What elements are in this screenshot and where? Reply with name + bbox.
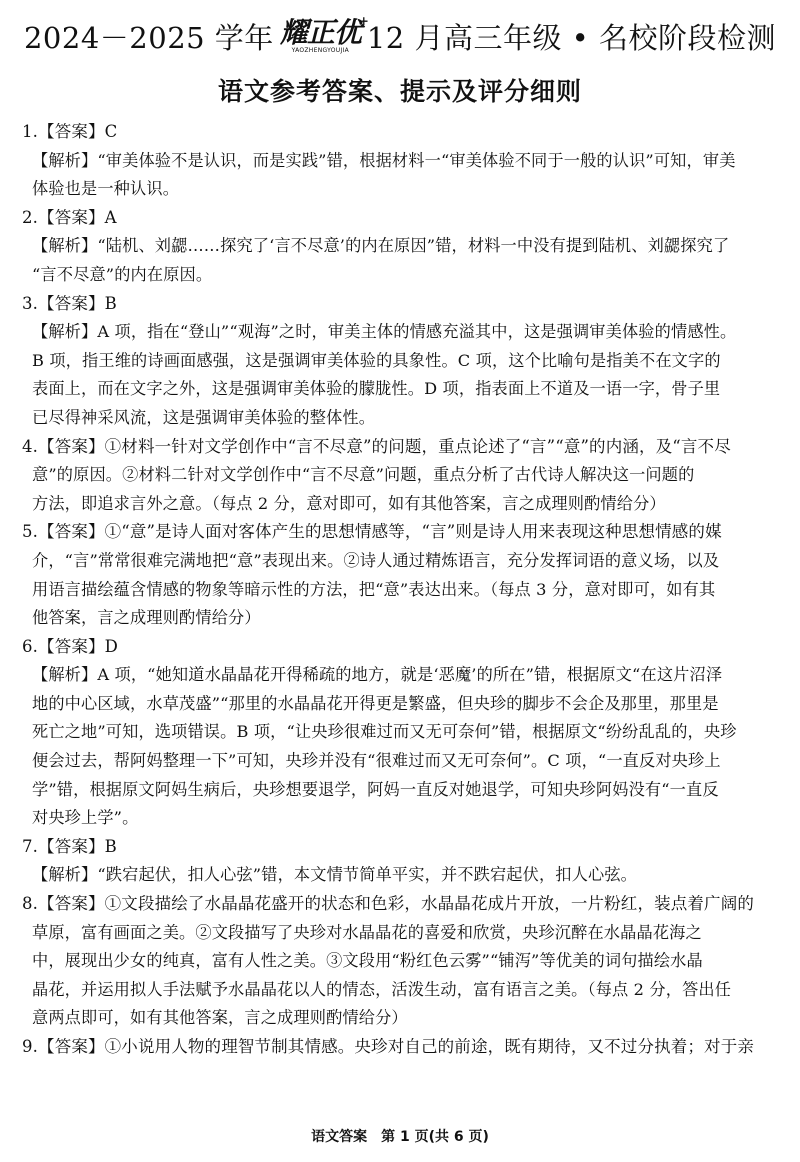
page-footer: 语文答案 第 1 页(共 6 页): [311, 1129, 489, 1145]
answer-item-5: [22, 518, 786, 632]
explanation-line: 介，“言”常常很难完满地把“意”表现出来。②诗人通过精炼语言，充分发挥词语的意义场，以及: [32, 550, 720, 570]
explanation-line: 死亡之地”可知，选项错误。B 项，“让央珍很难过而又无可奈何”错，根据原文“纷纷乱乱的，央珍: [32, 722, 737, 742]
explanation-line: 晶花，并运用拟人手法赋予水晶晶花以人的情态，活泼生动，富有语言之美。（每点 2 分，答出任: [32, 979, 732, 999]
explanation-line: 意两点即可，如有其他答案，言之成理则酌情给分）: [32, 1008, 408, 1028]
explanation-line: 中，展现出少女的纯真，富有人性之美。③文段用“粉红色云雾”“铺泻”等优美的词句描绘水晶: [32, 951, 703, 971]
answer-key: 7.【答案】B: [22, 836, 117, 856]
answer-key: 2.【答案】A: [22, 207, 117, 227]
header-exam-name: 12 月高三年级 • 名校阶段检测: [366, 20, 776, 55]
answer-item-8: [22, 890, 786, 1033]
explanation-line: 意”的原因。②材料二针对文学创作中“言不尽意”问题，重点分析了古代诗人解决这一问题的: [32, 465, 695, 485]
answer-item-2: [22, 204, 786, 290]
answer-key: 4.【答案】①材料一针对文学创作中“言不尽意”的问题，重点论述了“言”“意”的内涵，及“言不尽: [22, 436, 731, 456]
answer-key: 3.【答案】B: [22, 293, 117, 313]
answer-key: 9.【答案】①小说用人物的理智节制其情感。央珍对自己的前途，既有期待，又不过分执着；对于亲: [22, 1037, 754, 1056]
brand-logo-plus: +: [358, 13, 369, 28]
answer-list: [22, 118, 786, 1062]
answer-item-4: [22, 433, 786, 519]
explanation-line: B 项，指王维的诗画面感强，这是强调审美体验的具象性。C 项，这个比喻句是指美不在文字的: [32, 350, 721, 370]
answer-key: 8.【答案】①文段描绘了水晶晶花盛开的状态和色彩，水晶晶花成片开放，一片粉红，装点着广阔的: [22, 894, 754, 914]
answer-key: 1.【答案】C: [22, 122, 118, 141]
brand-logo: [279, 13, 369, 54]
answer-item-1: [22, 118, 786, 204]
explanation-line: 用语言描绘蕴含情感的物象等暗示性的方法，把“意”表达出来。（每点 3 分，意对即可，如有其: [32, 579, 716, 599]
answer-key: 6.【答案】D: [22, 636, 119, 656]
brand-logo-text: 耀正优: [279, 15, 361, 49]
explanation-line: 地的中心区域，水草茂盛”“那里的水晶晶花开得更是繁盛，但央珍的脚步不会企及那里，那里是: [32, 693, 719, 713]
explanation-line: 他答案，言之成理则酌情给分）: [32, 608, 261, 628]
header-year: 2024－2025 学年: [23, 20, 274, 55]
exam-header: [0, 14, 800, 58]
explanation-line: 【解析】“跌宕起伏，扣人心弦”错，本文情节简单平实，并不跌宕起伏，扣人心弦。: [32, 865, 637, 885]
explanation-line: 【解析】“陆机、刘勰……探究了‘言不尽意’的内在原因”错，材料一中没有提到陆机、刘勰探究了: [32, 236, 730, 256]
answer-item-6: [22, 633, 786, 833]
answer-item-3: [22, 290, 786, 433]
explanation-line: 【解析】A 项，“她知道水晶晶花开得稀疏的地方，就是‘恶魔’的所在”错，根据原文“在这片沼泽: [32, 665, 723, 685]
explanation-line: 【解析】A 项，指在“登山”“观海”之时，审美主体的情感充溢其中，这是强调审美体验的情感性。: [32, 322, 737, 342]
explanation-line: 方法，即追求言外之意。（每点 2 分，意对即可，如有其他答案，言之成理则酌情给分）: [32, 493, 666, 513]
explanation-line: 便会过去，帮阿妈整理一下”可知，央珍并没有“很难过而又无可奈何”。C 项，“一直反对央珍上: [32, 751, 721, 771]
page-title: 语文参考答案、提示及评分细则: [217, 77, 582, 106]
answer-item-9: [22, 1033, 786, 1062]
explanation-line: 体验也是一种认识。: [32, 179, 180, 199]
brand-logo-pinyin: YAOZHENGYOUJIA: [291, 46, 350, 54]
explanation-line: 对央珍上学”。: [32, 808, 139, 828]
answer-key: 5.【答案】①“意”是诗人面对客体产生的思想情感等，“言”则是诗人用来表现这种思想情感的媒: [22, 522, 722, 542]
explanation-line: 已尽得神采风流，这是强调审美体验的整体性。: [32, 407, 376, 427]
explanation-line: 草原，富有画面之美。②文段描写了央珍对水晶晶花的喜爱和欣赏，央珍沉醉在水晶晶花海之: [32, 922, 702, 942]
explanation-line: 学”错，根据原文阿妈生病后，央珍想要退学，阿妈一直反对她退学，可知央珍阿妈没有“一直反: [32, 779, 719, 799]
explanation-line: 【解析】“审美体验不是认识，而是实践”错，根据材料一“审美体验不同于一般的认识”可知，审美: [32, 150, 736, 170]
answer-item-7: [22, 833, 786, 890]
explanation-line: 表面上，而在文字之外，这是强调审美体验的朦胧性。D 项，指表面上不道及一语一字，骨子里: [32, 379, 721, 399]
explanation-line: “言不尽意”的内在原因。: [32, 264, 213, 284]
